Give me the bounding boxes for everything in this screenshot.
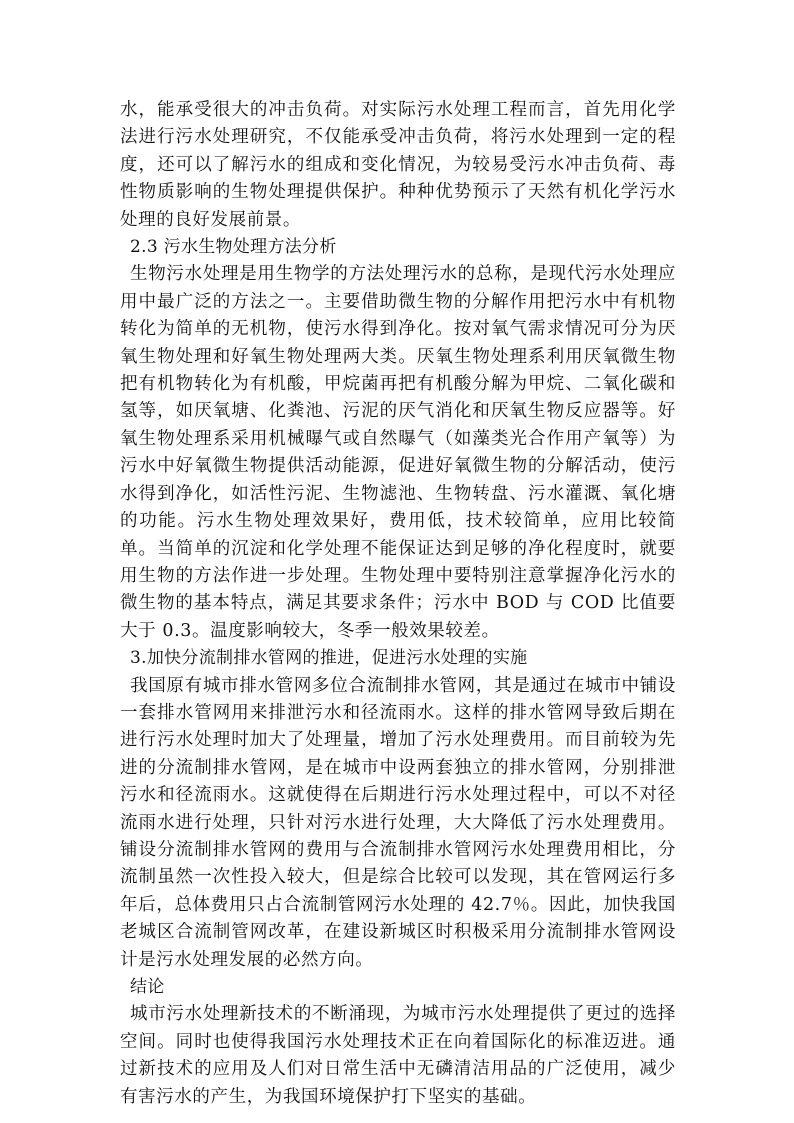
document-page (120, 97, 676, 1111)
paragraph-chemical-treatment-conclusion: 水，能承受很大的冲击负荷。对实际污水处理工程而言，首先用化学法进行污水处理研究，不仅能承受冲击负荷，将污水处理到一定的程度，还可以了解污水的组成和变化情况，为较易受污水冲击负荷、毒性物质影响的生物处理提供保护。种种优势预示了天然有机化学污水处理的良好发展前景。 (120, 100, 676, 230)
section-heading-2-3: 2.3 污水生物处理方法分析 (130, 237, 337, 258)
section-heading-3: 3.加快分流制排水管网的推进，促进污水处理的实施 (130, 648, 528, 669)
paragraph-conclusion: 城市污水处理新技术的不断涌现，为城市污水处理提供了更过的选择空间。同时也使得我国污水处理技术正在向着国际化的标准迈进。通过新技术的应用及人们对日常生活中无磷清洁用品的广泛使用，减少有害污水的产生，为我国环境保护打下坚实的基础。 (120, 1004, 676, 1107)
paragraph-separate-drainage: 我国原有城市排水管网多位合流制排水管网，其是通过在城市中铺设一套排水管网用来排泄污水和径流雨水。这样的排水管网导致后期在进行污水处理时加大了处理量，增加了污水处理费用。而目前较为先进的分流制排水管网，是在城市中设两套独立的排水管网，分别排泄污水和径流雨水。这就使得在后期进行污水处理过程中，可以不对径流雨水进行处理，只针对污水进行处理，大大降低了污水处理费用。铺设分流制排水管网的费用与合流制排水管网污水处理费用相比，分流制虽然一次性投入较大，但是综合比较可以发现，其在管网运行多年后，总体费用只占合流制管网污水处理的 42.7％。因此，加快我国老城区合流制管网改革，在建设新城区时积极采用分流制排水管网设计是污水处理发展的必然方向。 (120, 675, 676, 970)
section-heading-conclusion: 结论 (130, 977, 165, 997)
paragraph-biological-treatment: 生物污水处理是用生物学的方法处理污水的总称，是现代污水处理应用中最广泛的方法之一。主要借助微生物的分解作用把污水中有机物转化为简单的无机物，使污水得到净化。按对氧气需求情况可分为厌氧生物处理和好氧生物处理两大类。厌氧生物处理系利用厌氧微生物把有机物转化为有机酸，甲烷菌再把有机酸分解为甲烷、二氧化碳和氢等，如厌氧塘、化粪池、污泥的厌气消化和厌氧生物反应器等。好氧生物处理系采用机械曝气或自然曝气（如藻类光合作用产氧等）为污水中好氧微生物提供活动能源，促进好氧微生物的分解活动，使污水得到净化，如活性污泥、生物滤池、生物转盘、污水灌溉、氧化塘的功能。污水生物处理效果好，费用低，技术较简单，应用比较简单。当简单的沉淀和化学处理不能保证达到足够的净化程度时，就要用生物的方法作进一步处理。生物处理中要特别注意掌握净化污水的微生物的基本特点，满足其要求条件；污水中 BOD 与 COD 比值要大于 0.3。温度影响较大，冬季一般效果较差。 (120, 264, 676, 641)
